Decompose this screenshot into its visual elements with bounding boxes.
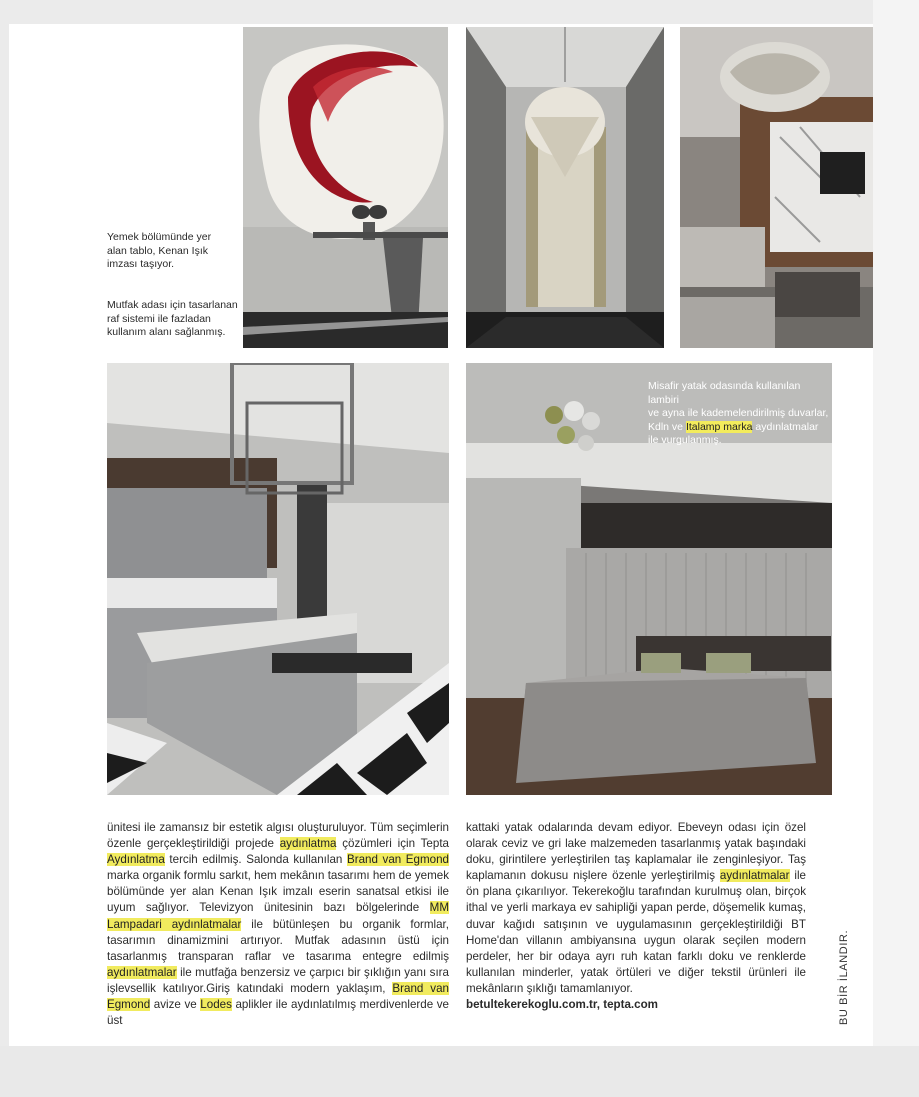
body-text: aplikler ile aydınlatılmış merdivenlerde ve üst bbox=[107, 998, 449, 1028]
guest-caption-line bbox=[648, 421, 830, 435]
advertisement-label bbox=[838, 930, 858, 1025]
dining-caption bbox=[107, 231, 242, 272]
guest-caption-text: aydınlatmalar bbox=[752, 420, 819, 433]
kitchen-caption bbox=[107, 299, 242, 340]
article-paragraph-right bbox=[466, 820, 806, 997]
highlighted-text: aydınlatma bbox=[279, 837, 337, 851]
article-paragraph-left bbox=[107, 820, 449, 1029]
guest-caption-line: ve ayna ile kademelendirilmiş duvarlar, bbox=[648, 407, 829, 419]
body-text: tercih edilmiş. Salonda kullanılan bbox=[164, 853, 347, 867]
bottom-margin bbox=[0, 1046, 919, 1097]
body-text: marka organik formlu sarkıt, hem mekânın tasarımı hem de yemek bölümünde yer alan Kenan Işık imzalı eserin sanatsal etkisi ile uyum sağlıyor. Televizyon ünitesinin bazı bölgelerinde bbox=[107, 869, 449, 915]
body-text: avize ve bbox=[150, 998, 201, 1012]
article-column-left bbox=[107, 820, 449, 1029]
body-text: ile mutfağa benzersiz ve çarpıcı bir şıklığın yanı sıra işlevsellik katılıyor.Giriş katındaki modern yaklaşım, bbox=[107, 965, 449, 995]
dining-artwork-photo bbox=[243, 27, 448, 348]
kitchen-caption-line: raf sistemi ile fazladan bbox=[107, 312, 211, 325]
dining-caption-line: Yemek bölümünde yer bbox=[107, 231, 212, 243]
highlighted-text: Brand van Egmond bbox=[107, 981, 449, 1012]
highlighted-text: Aydınlatma bbox=[107, 853, 165, 867]
article-column-right bbox=[466, 820, 806, 1013]
kitchen-caption-line: kullanım alanı sağlanmış. bbox=[107, 326, 226, 338]
guest-room-caption bbox=[648, 380, 830, 448]
highlighted-text: Brand van Egmond bbox=[346, 853, 449, 867]
living-room-photo bbox=[680, 27, 873, 348]
guest-caption-line: ile vurgulanmış. bbox=[648, 434, 722, 446]
highlighted-text: aydınlatmalar bbox=[107, 965, 177, 979]
right-margin bbox=[873, 0, 919, 1097]
guest-caption-highlight: Italamp marka bbox=[685, 420, 753, 433]
body-text: kattaki yatak odalarında devam ediyor. Ebeveyn odası için özel olarak ceviz ve gri lake malzemeden tasarlanmış yatak başındaki doku, girintilere yerleştirilen taş kaplamalar ile zenginleşiyor. Taş kaplamanın dokusu nişlere özenle yerleştirilmiş bbox=[466, 821, 806, 883]
body-text: çözümleri için Tepta bbox=[336, 837, 449, 851]
body-text: ile bütünleşen bu organik formlar, tasarımın dinamizmini artırıyor. Mutfak adasının üstü için tasarlanmış transparan raflar ve tasarıma entegre edilmiş bbox=[107, 917, 449, 963]
kitchen-caption-line: Mutfak adası için tasarlanan bbox=[107, 299, 238, 311]
highlighted-text: aydınlatmalar bbox=[719, 869, 790, 883]
advertisement-label-text: BU BİR İLANDIR. bbox=[838, 929, 850, 1025]
guest-caption-line: Misafir yatak odasında kullanılan lambiri bbox=[648, 380, 801, 406]
guest-caption-text: Kdln ve bbox=[648, 420, 686, 433]
body-text: ile ön plana çıkarılıyor. Tekerekoğlu tarafından kurulmuş olan, birçok ithal ve yerli markaya ev sahipliği yapan perde, döşemelik kumaş, duvar kağıdı satışının ve uygulamasının gerçekleştirildiği BT Home'dan villanın ambiyansına uygun olarak seçilen modern perdeler, her bir odaya ayrı ruh katan farklı doku ve renklerde kullanılan minderler, yatak örtüleri ve diğer tekstil ürünleri ile mekânların şıklığı tamamlanıyor. bbox=[466, 869, 806, 995]
dining-caption-line: imzası taşıyor. bbox=[107, 258, 175, 270]
highlighted-text: MM Lampadari aydınlatmalar bbox=[107, 901, 449, 931]
highlighted-text: Lodes bbox=[200, 998, 232, 1012]
dining-caption-line: alan tablo, Kenan Işık bbox=[107, 244, 208, 257]
website-credit: betultekerekoglu.com.tr, tepta.com bbox=[466, 998, 658, 1012]
kitchen-photo bbox=[107, 363, 449, 795]
hall-chandelier-photo bbox=[466, 27, 664, 348]
body-text: ünitesi ile zamansız bir estetik algısı oluşturuluyor. Tüm seçimlerin özenle gerçekleştirildiği projede bbox=[107, 821, 449, 851]
